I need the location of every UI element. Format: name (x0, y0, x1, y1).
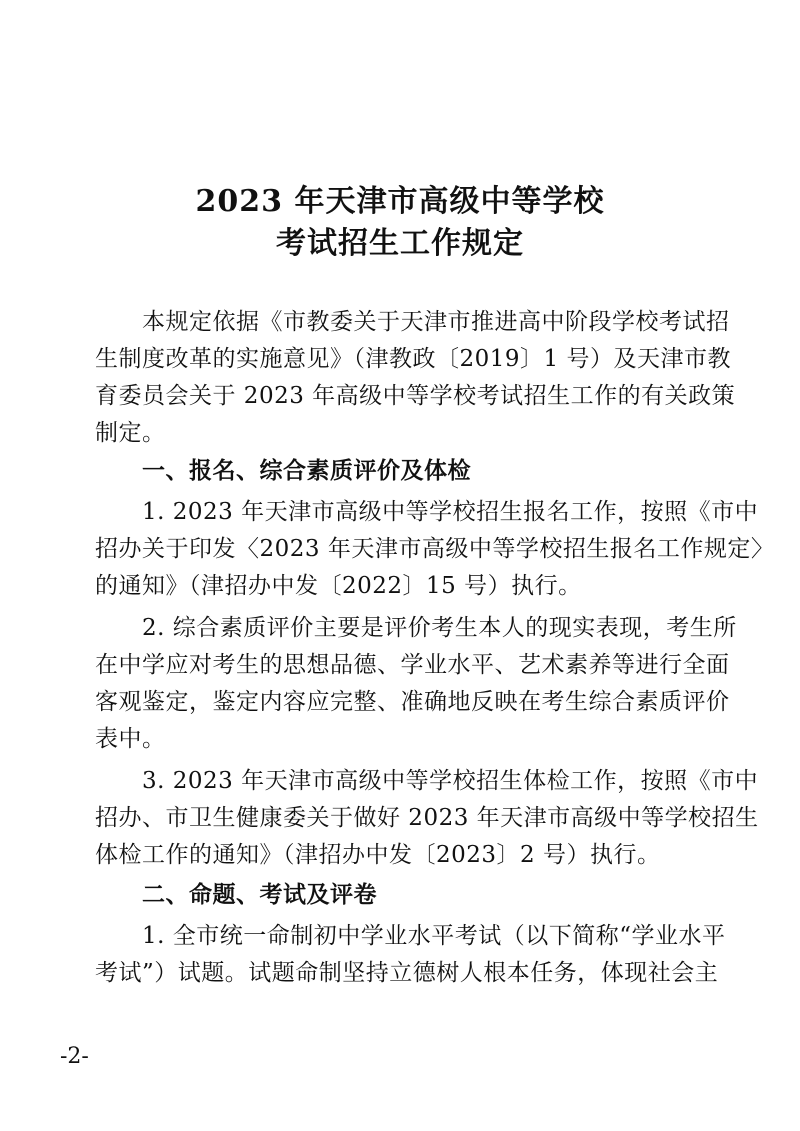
body-line: 生制度改革的实施意见》（津教政〔2019〕1 号）及天津市教 (95, 346, 731, 372)
body-line: 2. 综合素质评价主要是评价考生本人的现实表现，考生所 (95, 615, 737, 641)
section-heading: 二、命题、考试及评卷 (95, 881, 377, 908)
body-line: 体检工作的通知》（津招办中发〔2023〕2 号）执行。 (95, 842, 661, 868)
body-line: 招办、市卫生健康委关于做好 2023 年天津市高级中等学校招生 (95, 805, 759, 831)
body-line: 考试”）试题。试题命制坚持立德树人根本任务，体现社会主 (95, 960, 719, 986)
body-line: 1. 全市统一命制初中学业水平考试（以下简称“学业水平 (95, 923, 726, 949)
body-line: 在中学应对考生的思想品德、学业水平、艺术素养等进行全面 (95, 652, 730, 678)
page-number: -2- (60, 1044, 89, 1069)
body-line: 招办关于印发〈2023 年天津市高级中等学校招生报名工作规定〉 (95, 536, 775, 562)
body-line: 本规定依据《市教委关于天津市推进高中阶段学校考试招 (95, 309, 730, 335)
section-heading: 一、报名、综合素质评价及体检 (95, 457, 471, 484)
document-title-line-2: 考试招生工作规定 (276, 226, 524, 261)
body-line: 制定。 (95, 420, 166, 446)
body-line: 1. 2023 年天津市高级中等学校招生报名工作，按照《市中 (95, 499, 759, 525)
body-line: 的通知》（津招办中发〔2022〕15 号）执行。 (95, 573, 582, 599)
body-line: 客观鉴定，鉴定内容应完整、准确地反映在考生综合素质评价 (95, 689, 730, 715)
document-title-line-1: 2023 年天津市高级中等学校 (195, 184, 605, 219)
body-line: 育委员会关于 2023 年高级中等学校考试招生工作的有关政策 (95, 383, 736, 409)
body-line: 表中。 (95, 726, 166, 752)
body-line: 3. 2023 年天津市高级中等学校招生体检工作，按照《市中 (95, 768, 759, 794)
